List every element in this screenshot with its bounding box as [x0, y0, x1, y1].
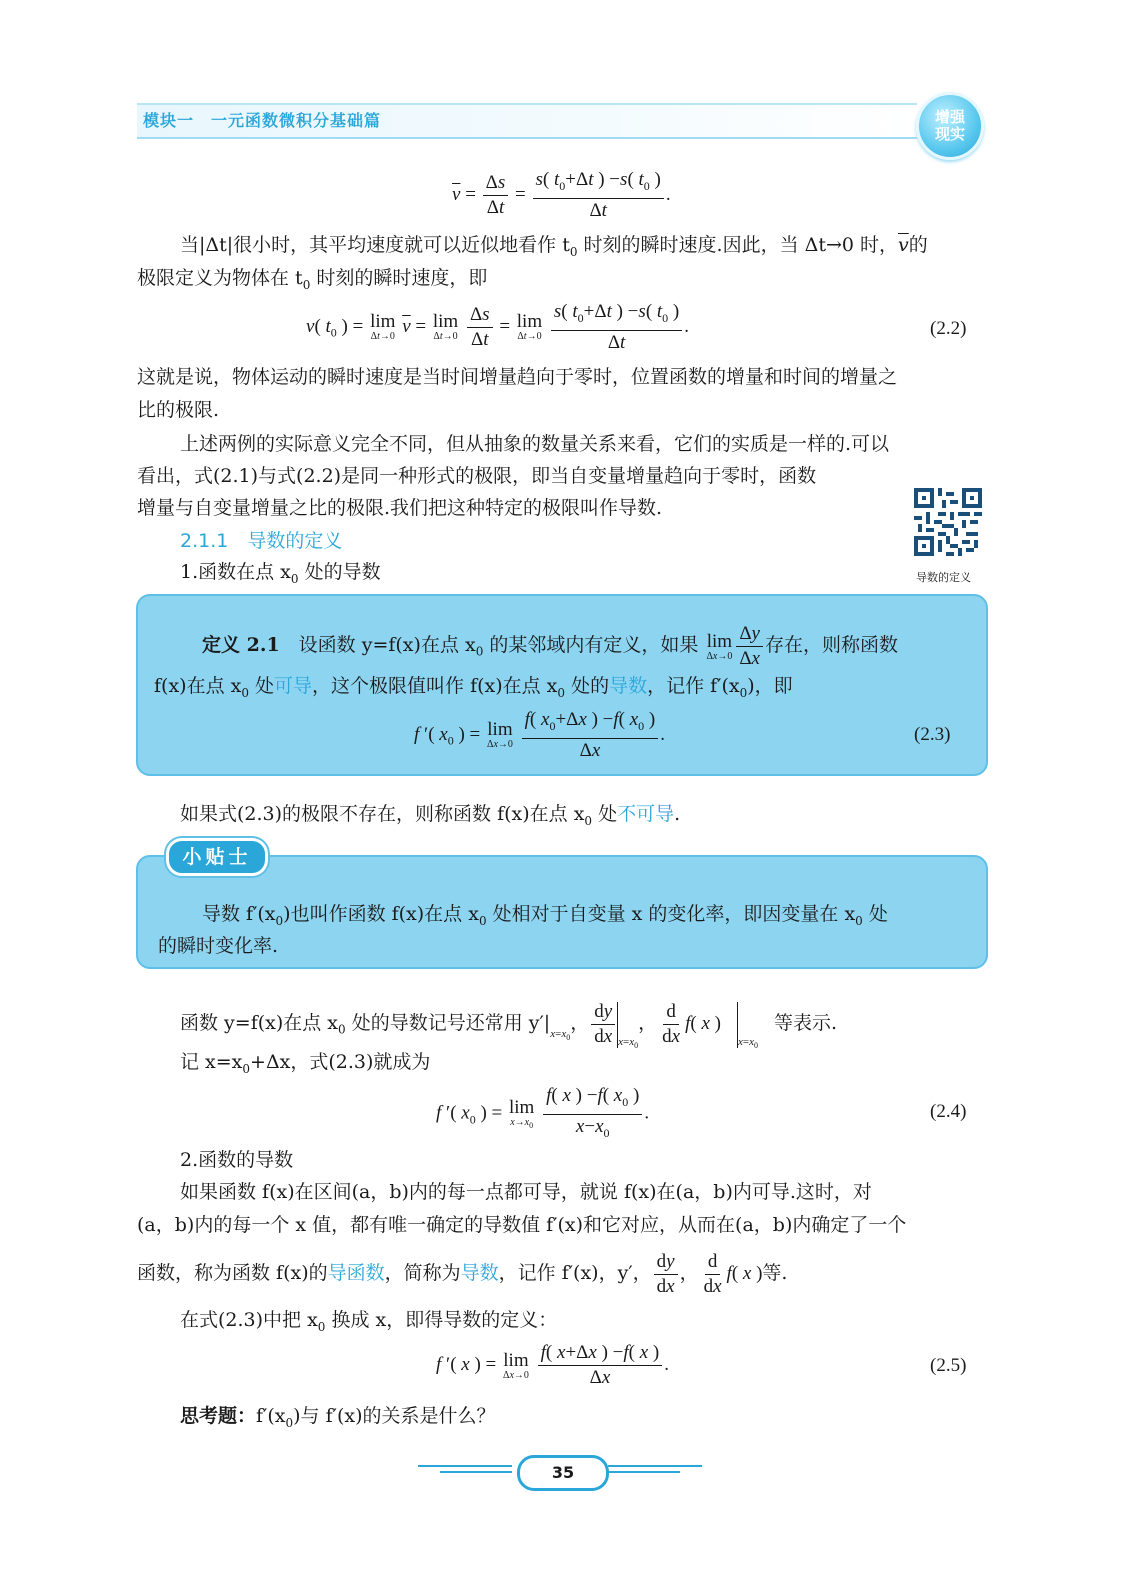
badge-line1: 增强	[934, 108, 965, 126]
tip-label: 小贴士	[166, 838, 268, 876]
running-header: 模块一 一元函数微积分基础篇	[143, 111, 382, 130]
think-question: 思考题：$f'(x_0)$与 f′(x)的关系是什么？	[180, 1405, 496, 1430]
paragraph-line: 如果函数 f(x)在区间(a，b)内的每一点都可导，就说 f(x)在(a，b)内可导.这时，对	[180, 1181, 872, 1203]
definition-line-2: f(x)在点 $x_0$ 处可导，这个极限值叫作 f(x)在点 $x_0$ 处的导数，记作 $f'(x_0)$，即	[154, 675, 793, 700]
paragraph-line: 上述两例的实际意义完全不同，但从抽象的数量关系来看，它们的实质是一样的.可以	[180, 433, 890, 455]
equation-2-4: f ′( $x_0$ ) = lim $x\to x_0$ $\frac{f( x ) -f( x_0 )}{x-x_0}$ .	[436, 1085, 650, 1140]
paragraph-line: 记 $x=x_0+\Delta x$，式(2.3)就成为	[180, 1051, 431, 1076]
section-heading: 2.1.1 导数的定义	[180, 530, 343, 552]
notation-line: 函数 y=f(x)在点 $x_0$ 处的导数记号还常用 $y'|_{x=x_0}$， $\frac{dy}{dx}$ $_{x=x_0}$， $\frac{d}{dx}$ f( x )$_{x=x_0}$ 等表示.	[180, 1001, 838, 1051]
equation-2-3: f ′( $x_0$ ) = lim Δx→0 $\frac{f( x_0+\Delta x ) -f( x_0 )}{\Delta x}$ .	[414, 709, 665, 761]
tip-line-1: 导数 $f'(x_0)$也叫作函数 f(x)在点 $x_0$ 处相对于自变量 x 的变化率，即因变量在 $x_0$ 处	[202, 903, 888, 928]
equation-2-5: f ′( x ) = lim Δx→0 $\frac{f( x+\Delta x ) -f( x )}{\Delta x}$ .	[436, 1342, 669, 1388]
footer-decoration	[418, 1465, 512, 1467]
equation-number: (2.2)	[930, 318, 967, 339]
keyword-derived-function: 导函数	[327, 1261, 385, 1284]
equation-number: (2.5)	[930, 1355, 967, 1376]
page-number: 35	[517, 1455, 609, 1491]
equation-number: (2.4)	[930, 1101, 967, 1122]
keyword-derivative: 导数	[460, 1261, 499, 1284]
equation-2-2: v( $t_0$ ) = lim Δt→0 $\overline{v}$ = lim Δt→0 $\frac{\Delta s}{\Delta t}$ = lim Δt→0 $\frac{s( t_0+\Delta t ) -s( t_0 )}{\Delta t}$ .	[306, 301, 689, 353]
paragraph-line: 增量与自变量增量之比的极限.我们把这种特定的极限叫作导数.	[137, 497, 663, 519]
formula-average-velocity: $\overline{v}$ = $\frac{\Delta s}{\Delta t}$ = $\frac{s( t_0+\Delta t ) -s( t_0 )}{\Delta t}$ .	[452, 169, 671, 221]
paragraph-line: 看出，式(2.1)与式(2.2)是同一种形式的极限，即当自变量增量趋向于零时，函数	[137, 465, 817, 487]
paragraph-line: 在式(2.3)中把 $x_0$ 换成 x，即得导数的定义：	[180, 1309, 558, 1334]
badge-line2: 现实	[934, 125, 965, 143]
qr-code-icon[interactable]	[914, 488, 982, 556]
tip-line-2: 的瞬时变化率.	[158, 935, 279, 957]
footer-decoration	[608, 1465, 702, 1467]
paragraph-line: 比的极限.	[137, 399, 220, 421]
footer-decoration	[440, 1471, 512, 1473]
keyword-differentiable: 可导	[274, 675, 313, 697]
paragraph-line: 如果式(2.3)的极限不存在，则称函数 f(x)在点 $x_0$ 处不可导.	[180, 803, 681, 828]
ar-badge[interactable]	[916, 92, 984, 160]
definition-line-1: 定义 2.1 设函数 y=f(x)在点 $x_0$ 的某邻域内有定义，如果 lim Δx→0 $\frac{\Delta y}{\Delta x}$ 存在，则称函数	[202, 623, 898, 669]
paragraph-line: 极限定义为物体在 $t_0$ 时刻的瞬时速度，即	[137, 267, 488, 292]
subheading: 1.函数在点 $x_0$ 处的导数	[180, 561, 381, 586]
paragraph-line: 函数，称为函数 f(x)的导函数，简称为导数，记作 f′(x)，y′， $\frac{dy}{dx}$ ， $\frac{d}{dx}$ f( x )等.	[137, 1251, 788, 1297]
paragraph-line: 这就是说，物体运动的瞬时速度是当时间增量趋向于零时，位置函数的增量和时间的增量之	[137, 366, 898, 388]
paragraph-line: (a，b)内的每一个 x 值，都有唯一确定的导数值 f′(x)和它对应，从而在(a，b)内确定了一个	[137, 1214, 907, 1236]
keyword-not-differentiable: 不可导	[617, 803, 675, 825]
paragraph-line: 当|Δt|很小时，其平均速度就可以近似地看作 $t_0$ 时刻的瞬时速度.因此，当 Δt→0 时，$\overline{v}$的	[180, 234, 928, 259]
equation-number: (2.3)	[914, 724, 951, 745]
subheading: 2.函数的导数	[180, 1149, 294, 1171]
keyword-derivative: 导数	[609, 675, 648, 697]
footer-decoration	[608, 1471, 680, 1473]
qr-caption: 导数的定义	[916, 571, 971, 584]
